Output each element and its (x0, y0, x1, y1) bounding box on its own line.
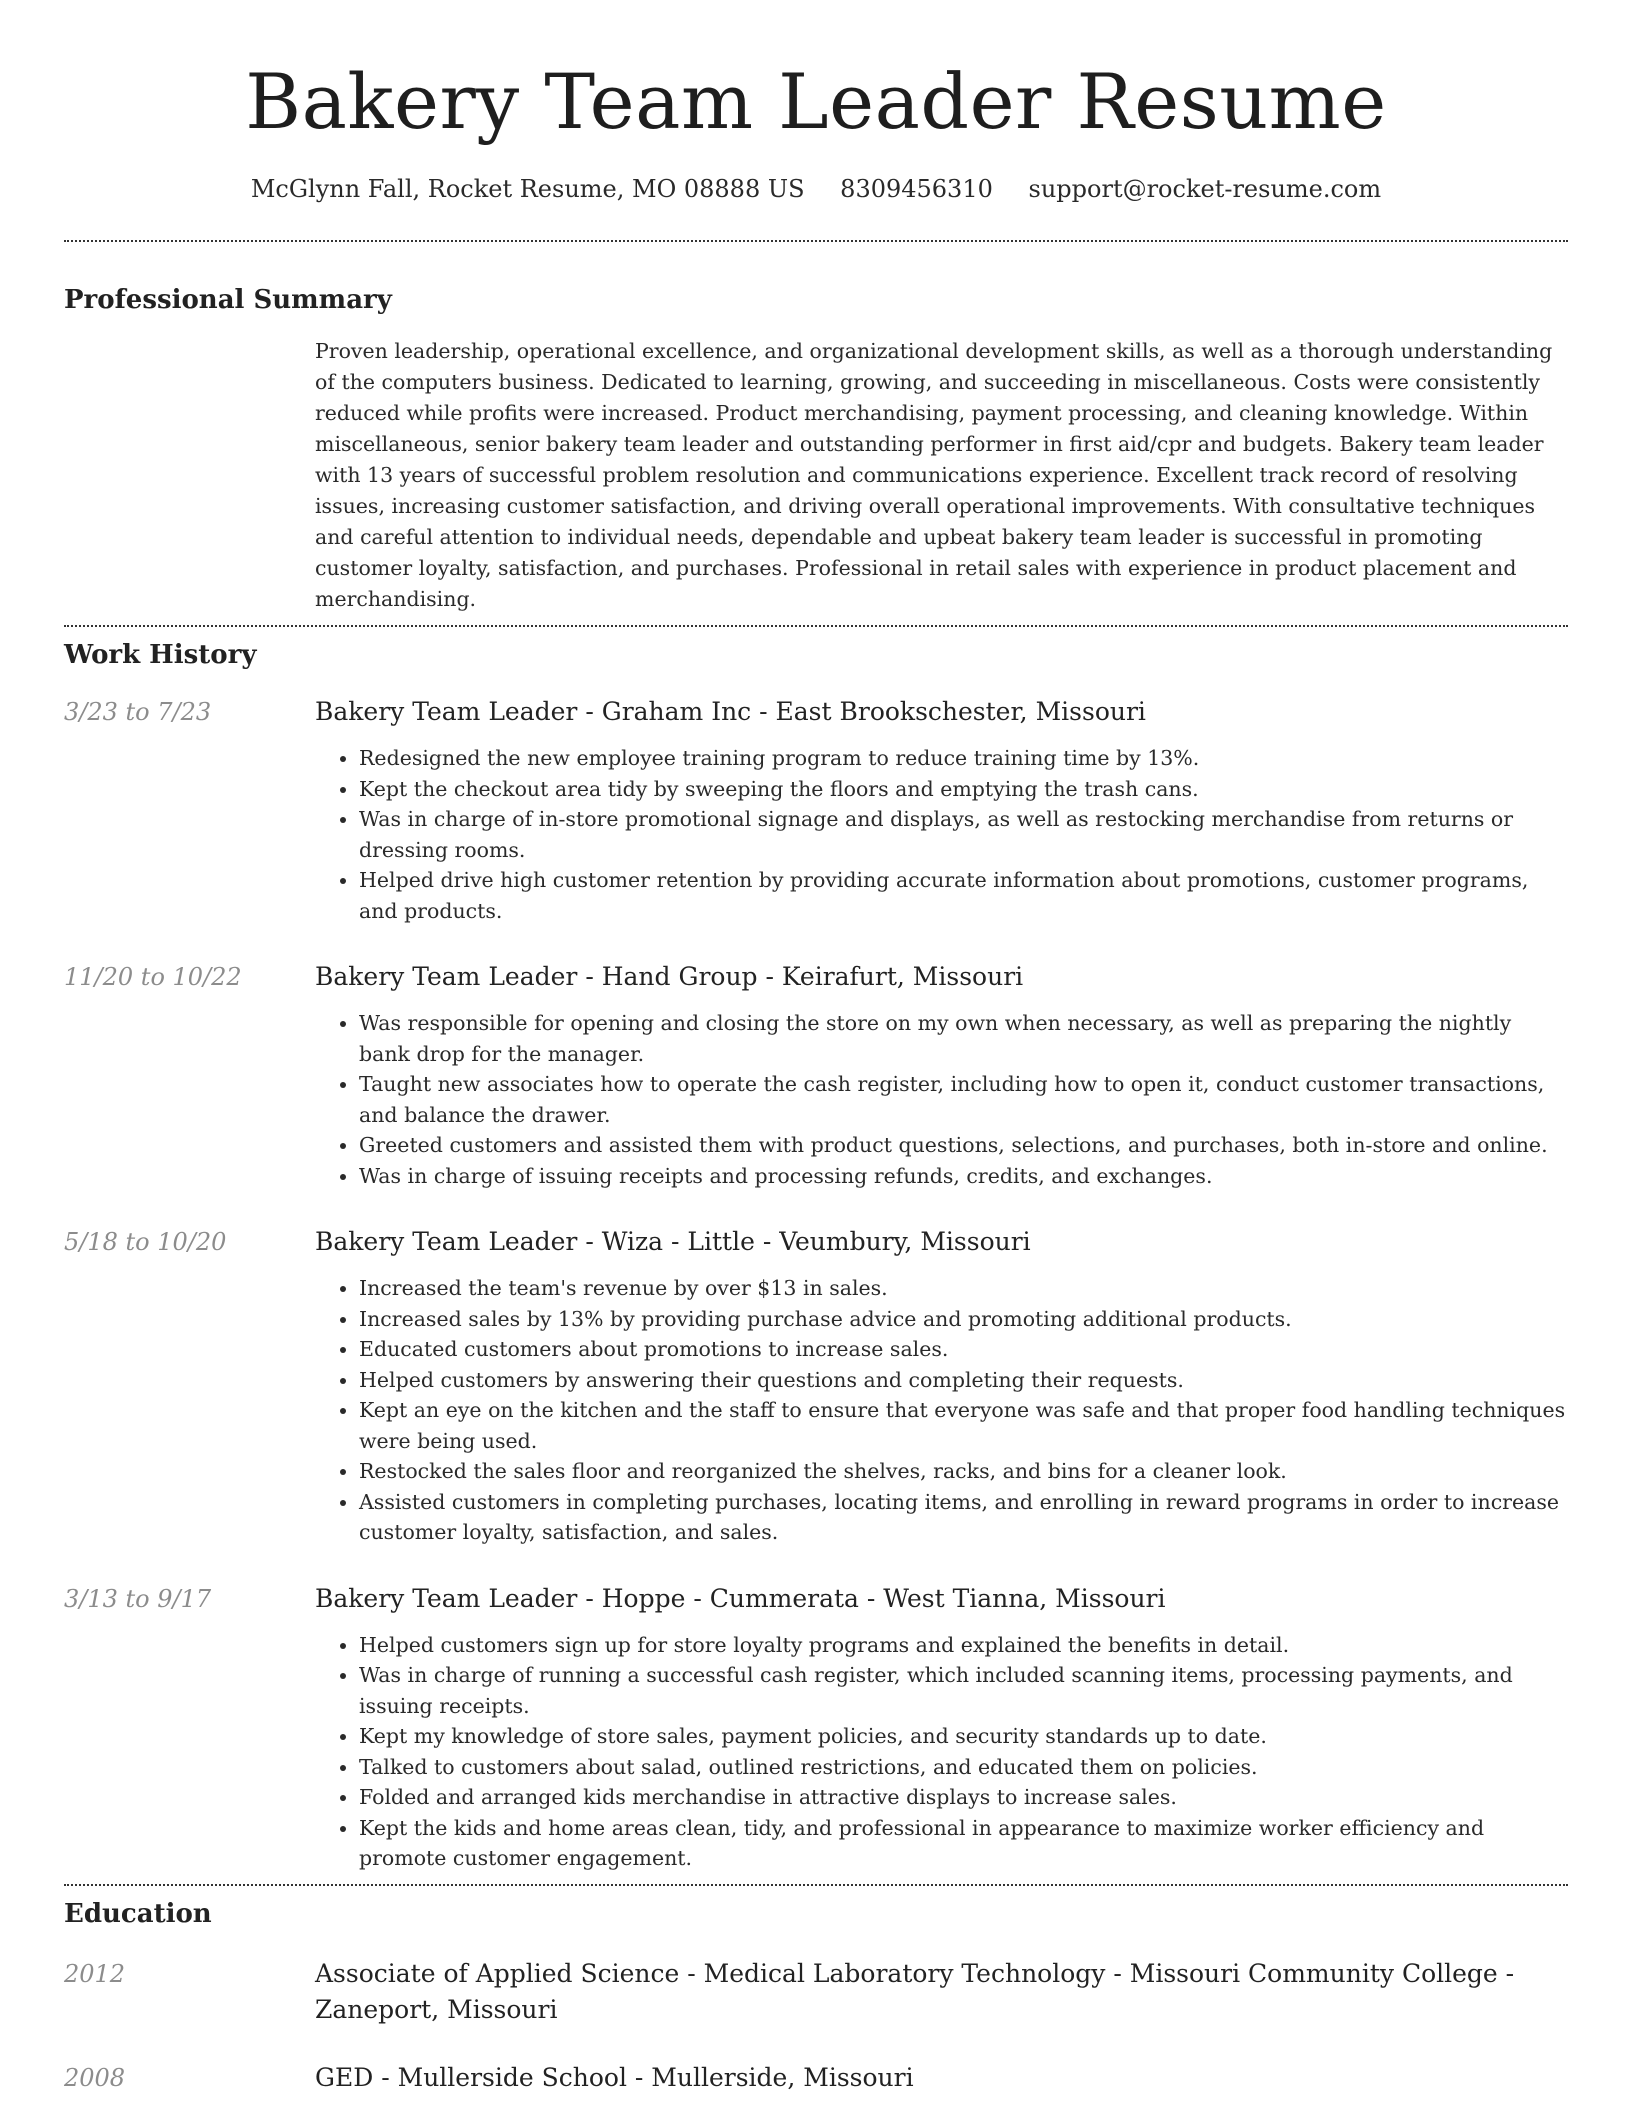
job-bullet: • Taught new associates how to operate the cash register, including how to open it, conduct customer transactions, and balance the drawer. (359, 1069, 1568, 1130)
job-bullet: • Increased the team's revenue by over $13 in sales. (359, 1273, 1568, 1304)
job-bullet: • Kept the kids and home areas clean, tidy, and professional in appearance to maximize worker efficiency and promote customer engagement. (359, 1813, 1568, 1874)
job-entry (64, 1225, 1568, 1548)
work-history-section (64, 627, 1568, 1874)
section-title-work: Work History (64, 640, 257, 670)
job-bullet: • Assisted customers in completing purchases, locating items, and enrolling in reward programs in order to increase customer loyalty, satisfaction, and sales. (359, 1487, 1568, 1548)
job-bullet: • Restocked the sales floor and reorganized the shelves, racks, and bins for a cleaner look. (359, 1456, 1568, 1487)
job-bullet: • Helped customers by answering their questions and completing their requests. (359, 1365, 1568, 1396)
job-bullet: • Was in charge of in-store promotional signage and displays, as well as restocking merchandise from returns or dressing rooms. (359, 804, 1568, 865)
resume-title: Bakery Team Leader Resume (245, 57, 1387, 146)
section-title-education: Education (64, 1898, 212, 1929)
contact-address: McGlynn Fall, Rocket Resume, MO 08888 US (250, 175, 805, 203)
job-bullet: • Was in charge of running a successful cash register, which included scanning items, processing payments, and issuing receipts. (359, 1660, 1568, 1721)
job-bullet: • Educated customers about promotions to increase sales. (359, 1334, 1568, 1365)
job-date: 11/20 to 10/22 (64, 963, 242, 991)
job-bullets (315, 743, 1568, 926)
job-entry (64, 960, 1568, 1191)
job-date: 5/18 to 10/20 (64, 1228, 227, 1256)
education-text: GED - Mullerside School - Mullerside, Missouri (315, 2062, 914, 2092)
resume-page (64, 0, 1568, 2096)
job-bullet: • Kept an eye on the kitchen and the staff to ensure that everyone was safe and that proper food handling techniques were being used. (359, 1395, 1568, 1456)
job-bullets (315, 1630, 1568, 1874)
job-bullets (315, 1008, 1568, 1191)
job-bullet: • Folded and arranged kids merchandise in attractive displays to increase sales. (359, 1782, 1568, 1813)
education-entry (64, 2060, 1568, 2096)
job-bullets (315, 1273, 1568, 1548)
professional-summary-section (64, 242, 1568, 625)
job-date: 3/23 to 7/23 (64, 698, 212, 726)
job-bullet: • Helped drive high customer retention by providing accurate information about promotions, customer programs, and products. (359, 865, 1568, 926)
job-heading: Bakery Team Leader - Graham Inc - East Brookschester, Missouri (315, 697, 1146, 726)
education-text: Associate of Applied Science - Medical Laboratory Technology - Missouri Community College - Zaneport, Missouri (315, 1958, 1515, 2024)
job-bullet: • Was responsible for opening and closing the store on my own when necessary, as well as preparing the nightly bank drop for the manager. (359, 1008, 1568, 1069)
job-bullet: • Increased sales by 13% by providing purchase advice and promoting additional products. (359, 1304, 1568, 1335)
job-heading: Bakery Team Leader - Hoppe - Cummerata - West Tianna, Missouri (315, 1583, 1166, 1613)
contact-phone: 8309456310 (840, 175, 993, 203)
section-title-summary: Professional Summary (64, 285, 392, 315)
job-entry (64, 1582, 1568, 1874)
education-date: 2008 (64, 2063, 126, 2092)
job-bullet: • Greeted customers and assisted them with product questions, selections, and purchases, both in-store and online. (359, 1130, 1568, 1161)
summary-text: Proven leadership, operational excellence, and organizational development skills, as well as a thorough understanding of the computers business. Dedicated to learning, growing, and succeeding in miscellaneous. Costs were consistently reduced while profits were increased. Product merchandising, payment processing, and cleaning knowledge. Within miscellaneous, senior bakery team leader and outstanding performer in first aid/cpr and budgets. Bakery team leader with 13 years of successful problem resolution and communications experience. Excellent track record of resolving issues, increasing customer satisfaction, and driving overall operational improvements. With consultative techniques and careful attention to individual needs, dependable and upbeat bakery team leader is successful in promoting customer loyalty, satisfaction, and purchases. Professional in retail sales with experience in product placement and merchandising. (315, 339, 1553, 611)
contact-email: support@rocket-resume.com (1028, 175, 1382, 203)
job-entry (64, 695, 1568, 926)
job-date: 3/13 to 9/17 (64, 1584, 212, 1613)
job-bullet: • Was in charge of issuing receipts and processing refunds, credits, and exchanges. (359, 1161, 1568, 1192)
job-bullet: • Helped customers sign up for store loyalty programs and explained the benefits in detail. (359, 1630, 1568, 1661)
contact-line (64, 172, 1568, 206)
education-section (64, 1886, 1568, 2096)
education-date: 2012 (64, 1959, 126, 1988)
job-bullet: • Kept the checkout area tidy by sweeping the floors and emptying the trash cans. (359, 774, 1568, 805)
job-bullet: • Redesigned the new employee training program to reduce training time by 13%. (359, 743, 1568, 774)
job-heading: Bakery Team Leader - Hand Group - Keirafurt, Missouri (315, 962, 1024, 991)
job-bullet: • Talked to customers about salad, outlined restrictions, and educated them on policies. (359, 1752, 1568, 1783)
job-bullet: • Kept my knowledge of store sales, payment policies, and security standards up to date. (359, 1721, 1568, 1752)
education-entry (64, 1956, 1568, 2028)
job-heading: Bakery Team Leader - Wiza - Little - Veumbury, Missouri (315, 1227, 1031, 1256)
